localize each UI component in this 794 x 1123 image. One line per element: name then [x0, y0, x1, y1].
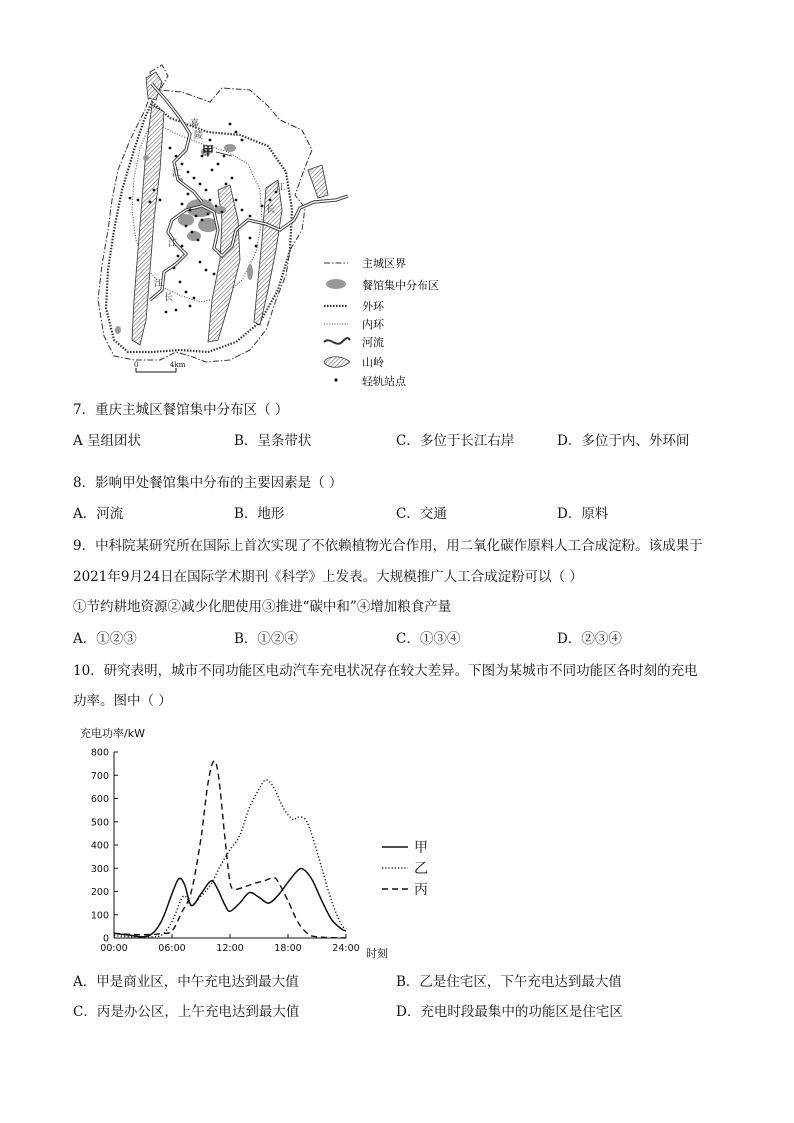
- legend-label: 河流: [362, 336, 384, 349]
- legend-station-icon: [334, 378, 337, 381]
- x-tick-label: 18:00: [274, 943, 302, 954]
- question-8-option-a[interactable]: A．河流: [73, 506, 124, 522]
- river-label: 江: [154, 279, 164, 289]
- y-tick-label: 600: [90, 794, 109, 805]
- y-tick-label: 400: [90, 840, 109, 852]
- x-tick-label: 06:00: [158, 943, 186, 954]
- chart-ylabel: 充电功率/kW: [80, 727, 145, 740]
- question-7-stem: 7．重庆主城区餐馆集中分布区（ ）: [73, 402, 289, 418]
- river-label: 嘉: [190, 119, 200, 129]
- chart-axes: [114, 752, 346, 938]
- chart-lines: [114, 761, 346, 938]
- river-label: 江: [172, 169, 182, 179]
- y-tick-label: 500: [90, 817, 109, 829]
- series-line-dotted: [114, 780, 346, 937]
- question-8-stem: 8．影响甲处餐馆集中分布的主要因素是（ ）: [73, 475, 343, 491]
- y-tick-label: 700: [90, 770, 109, 782]
- legend-label: 餐馆集中分布区: [362, 279, 439, 292]
- map-legend: [324, 257, 439, 388]
- y-tick-label: 800: [90, 747, 109, 759]
- ridge-northeast: [308, 165, 328, 198]
- question-7-option-d[interactable]: D．多位于内、外环间: [557, 433, 690, 449]
- legend-label: 轻轨站点: [362, 375, 406, 388]
- question-9-option-a[interactable]: A．①②③: [73, 631, 137, 647]
- jia-label: 甲: [202, 144, 215, 158]
- chart-legend: [378, 836, 458, 902]
- chongqing-map: [90, 60, 450, 390]
- question-10-option-c[interactable]: C．丙是办公区，上午充电达到最大值: [73, 1004, 300, 1020]
- question-9-option-b[interactable]: B．①②④: [234, 631, 298, 647]
- question-7-option-b[interactable]: B．呈条带状: [234, 433, 312, 449]
- question-8-option-c[interactable]: C．交通: [396, 506, 447, 522]
- question-9-option-c[interactable]: C．①③④: [396, 631, 461, 647]
- legend-series-name: 乙: [414, 861, 428, 877]
- question-10-option-b[interactable]: B．乙是住宅区，下午充电达到最大值: [396, 974, 622, 990]
- y-tick-label: 100: [90, 910, 109, 922]
- scale-bar: [134, 361, 186, 372]
- chart-ticks: [91, 748, 360, 955]
- question-10-option-d[interactable]: D．充电时段最集中的功能区是住宅区: [396, 1004, 623, 1020]
- chart-legend-svg: [378, 836, 458, 902]
- river-label: 长: [164, 293, 174, 303]
- legend-label: 山岭: [362, 356, 384, 369]
- question-9-stem-line: 2021年9月24日在国际学术期刊《科学》上发表。大规模推广人工合成淀粉可以（ ）: [73, 569, 583, 585]
- question-10-stem-line: 10．研究表明，城市不同功能区电动汽车充电状况存在较大差异。下图为某城市不同功能区各时刻的充电: [73, 663, 698, 679]
- river-label: 江: [276, 183, 286, 193]
- x-tick-label: 12:00: [216, 943, 244, 954]
- scale-dist: 4km: [170, 361, 186, 369]
- question-8-option-b[interactable]: B．地形: [234, 506, 285, 522]
- question-7-option-a[interactable]: A 呈组团状: [73, 433, 142, 449]
- question-7-option-c[interactable]: C．多位于长江右岸: [396, 433, 515, 449]
- legend-label: 外环: [362, 300, 384, 313]
- river-label: 长: [266, 205, 276, 215]
- question-9-stem-line: 9．中科院某研究所在国际上首次实现了不依赖植物光合作用，用二氧化碳作原料人工合成淀粉。该成果于: [73, 538, 703, 554]
- question-9-stem-line: ①节约耕地资源②减少化肥使用③推进“碳中和”④增加粮食产量: [73, 599, 452, 615]
- x-tick-label: 00:00: [100, 943, 128, 954]
- scale-zero: 0: [134, 361, 139, 369]
- question-10-option-a[interactable]: A．甲是商业区，中午充电达到最大值: [73, 974, 299, 990]
- river-label: 江: [168, 239, 178, 249]
- y-tick-label: 200: [90, 887, 109, 898]
- question-9-option-d[interactable]: D．②③④: [557, 631, 622, 647]
- legend-river-icon: [324, 338, 350, 344]
- map-figure: [90, 60, 450, 390]
- chart-xlabel: 时刻: [366, 947, 388, 960]
- legend-series-name: 甲: [414, 840, 428, 856]
- river-label: 陵: [194, 131, 204, 141]
- ridge-east: [254, 180, 282, 325]
- x-tick-label: 24:00: [332, 943, 360, 954]
- y-tick-label: 300: [90, 863, 109, 875]
- question-8-option-d[interactable]: D．原料: [557, 506, 609, 522]
- y-tick-label: 0: [102, 933, 109, 945]
- legend-ridge-icon: [324, 357, 350, 368]
- question-10-stem-line: 功率。图中（ ）: [73, 693, 172, 709]
- legend-label: 主城区界: [362, 257, 406, 270]
- legend-restaurant-icon: [326, 279, 346, 289]
- legend-label: 内环: [362, 318, 384, 331]
- legend-series-name: 丙: [414, 882, 428, 898]
